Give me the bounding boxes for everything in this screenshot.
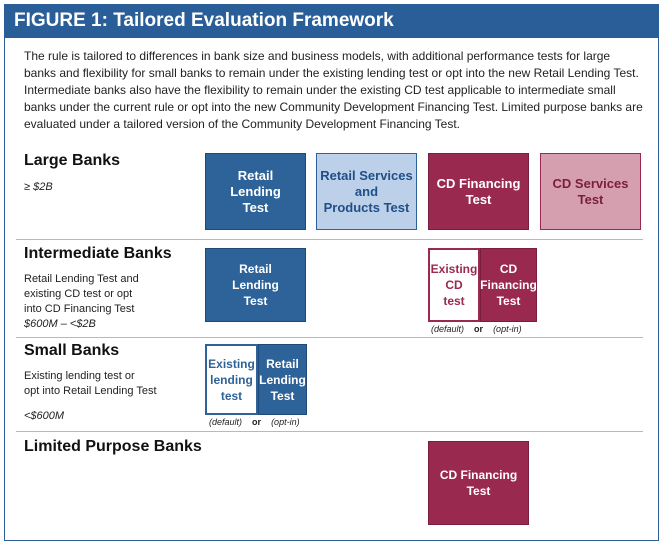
large-banks-heading: Large Banks [24,152,121,169]
figure-title: FIGURE 1: Tailored Evaluation Framework [4,4,659,38]
limited-purpose-banks-heading: Limited Purpose Banks [24,438,202,455]
caption-optin: (opt-in) [271,417,300,427]
intermediate-retail-lending-test-box [205,248,306,322]
box-label: Existing CD test [430,262,478,308]
caption-default: (default) [209,417,243,427]
intermediate-existing-cd-test-box [428,248,480,322]
small-banks-threshold: <$600M [24,410,65,422]
box-label: Retail Lending Test [259,356,306,403]
large-retail-services-test-box [316,153,417,230]
large-cd-services-test-box [540,153,641,230]
small-option-caption [209,417,300,427]
small-banks-heading: Small Banks [24,342,120,359]
small-banks-description: Existing lending test or opt into Retail Lending Test [24,370,157,397]
box-label: CD Financing Test [439,468,518,498]
large-cd-financing-test-box [428,153,529,230]
box-label: CD Services Test [552,175,629,207]
intro-paragraph: The rule is tailored to differences in bank size and business models, with additional performance tests for large banks and flexibility for small banks to remain under the existing lending test or opt into the new Retail Lending Test. Intermediate banks also have the flexibility to remain under the existing CD test applicable to intermediate small banks under the current rule or opt into the new Community Development Financing Test. Limited purpose banks are evaluated under a tailored version of the Community Development Financing Test. [24,49,643,131]
caption-or: or [474,324,484,334]
intermediate-cd-financing-test-box [480,248,537,322]
caption-optin: (opt-in) [493,324,522,334]
intermediate-option-caption [431,324,522,334]
box-label: Existing lending test [208,356,255,403]
box-label: Retail Lending Test [230,167,281,215]
small-existing-lending-test-box [205,344,258,415]
large-retail-lending-test-box [205,153,306,230]
intermediate-banks-threshold: $600M – <$2B [24,318,96,330]
row-divider [16,239,643,240]
row-divider [16,431,643,432]
intermediate-banks-heading: Intermediate Banks [24,245,172,262]
large-banks-threshold: ≥ $2B [24,181,53,193]
box-label: CD Financing Test [436,175,521,207]
box-label: CD Financing Test [480,262,537,308]
caption-default: (default) [431,324,465,334]
row-divider [16,337,643,338]
caption-or: or [252,417,262,427]
box-label: Retail Lending Test [232,262,279,308]
box-label: Retail Services and Products Test [320,167,413,215]
small-retail-lending-test-box [258,344,307,415]
limited-cd-financing-test-box [428,441,529,525]
intermediate-banks-description: Retail Lending Test and existing CD test or opt into CD Financing Test [24,273,139,315]
